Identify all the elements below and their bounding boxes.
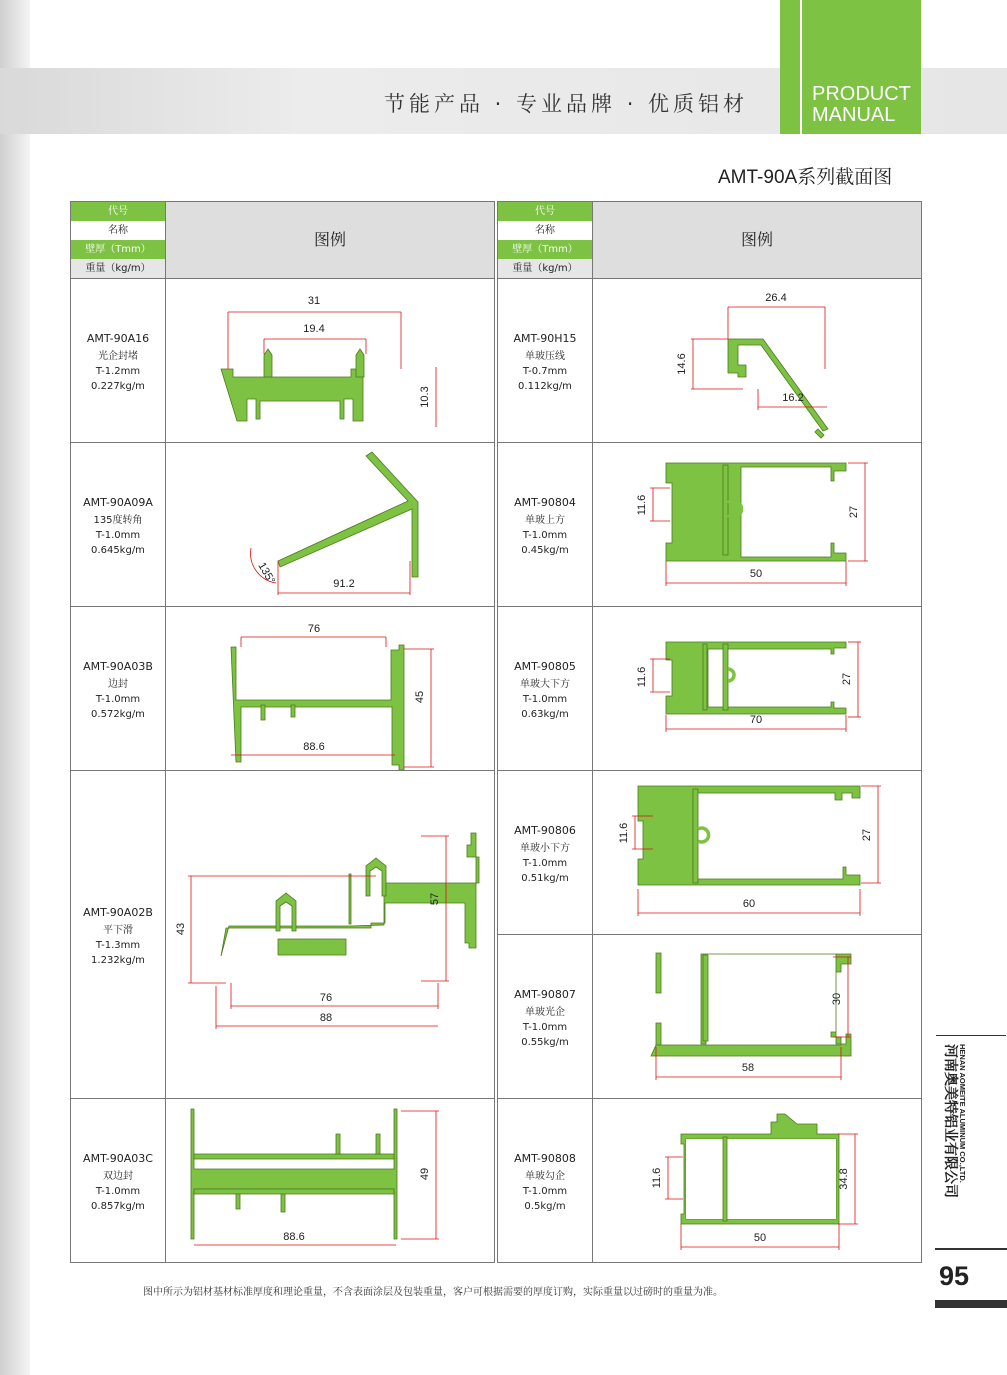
- dimension-label: 50: [749, 568, 763, 580]
- profile-thickness: T-1.0mm: [95, 694, 141, 705]
- profile-code: AMT-90808: [514, 1152, 576, 1165]
- profile-drawing: [166, 1099, 494, 1263]
- dimension-label: 70: [749, 714, 763, 726]
- dimension-label: 10.3: [419, 386, 431, 408]
- profile-name: 单玻大下方: [520, 679, 570, 690]
- dimension-label: 57: [429, 892, 441, 906]
- dimension-label: 11.6: [618, 822, 630, 844]
- profile-name: 单玻小下方: [520, 843, 570, 854]
- dimension-label: 31: [307, 295, 321, 307]
- dimension-label: 58: [741, 1062, 755, 1074]
- right-table: [497, 201, 922, 1263]
- profile-name: 单玻压线: [525, 351, 565, 362]
- profile-drawing: [166, 443, 494, 607]
- profile-row: [71, 770, 494, 1099]
- dimension-label: 76: [307, 623, 321, 635]
- company-name-cn: 河南奥美特铝业有限公司: [942, 1044, 958, 1198]
- profile-code: AMT-90A09A: [83, 496, 153, 509]
- profile-name: 双边封: [103, 1171, 133, 1182]
- profile-shape: [723, 1137, 727, 1221]
- profile-weight: 0.227kg/m: [91, 381, 145, 392]
- product-manual-badge: [780, 0, 921, 134]
- header-code: 代号: [498, 202, 593, 222]
- dimension-label: 88: [319, 1012, 333, 1024]
- profile-label: [498, 1099, 593, 1263]
- profile-shape: [723, 465, 728, 555]
- header-weight: 重量（kg/m）: [71, 259, 166, 278]
- profile-shape: [276, 893, 296, 931]
- profile-shape: [728, 669, 734, 681]
- profile-weight: 0.51kg/m: [521, 873, 569, 884]
- profile-drawing: [593, 279, 921, 443]
- profile-shape: [651, 954, 851, 1056]
- manual-line1: PRODUCT: [812, 83, 911, 105]
- profile-thickness: T-1.0mm: [522, 694, 568, 705]
- profile-label: [71, 443, 166, 607]
- profile-thickness: T-1.0mm: [522, 530, 568, 541]
- manual-line2: MANUAL: [812, 104, 896, 126]
- profile-shape: [291, 705, 295, 717]
- profile-weight: 0.112kg/m: [518, 381, 572, 392]
- profile-row: [498, 934, 921, 1099]
- header-figure: 图例: [166, 202, 494, 278]
- profile-thickness: T-1.0mm: [522, 1022, 568, 1033]
- profile-row: [498, 1098, 921, 1263]
- profile-shape: [728, 339, 828, 431]
- profile-cavity: [686, 1139, 836, 1219]
- profile-shape: [666, 463, 846, 561]
- profile-shape: [693, 789, 698, 883]
- profile-label: [71, 607, 166, 771]
- profile-shape: [349, 874, 351, 924]
- profile-code: AMT-90804: [514, 496, 576, 509]
- profile-name: 单玻勾企: [525, 1171, 565, 1182]
- profile-shape: [703, 644, 707, 710]
- profile-drawing: [166, 607, 494, 771]
- dimension-label: 11.6: [636, 666, 648, 688]
- profile-shape: [356, 349, 364, 377]
- profile-drawing: [593, 1099, 921, 1263]
- dimension-label: 27: [841, 672, 853, 686]
- profile-label: [498, 771, 593, 935]
- profile-weight: 0.63kg/m: [521, 709, 569, 720]
- dimension-label: 27: [848, 505, 860, 519]
- profile-shape: [376, 1134, 380, 1154]
- profile-code: AMT-90806: [514, 824, 576, 837]
- profile-thickness: T-1.0mm: [522, 858, 568, 869]
- sidebar-rule: [936, 1035, 1006, 1036]
- dimension-label: 135°: [255, 560, 278, 587]
- profile-shape: [191, 1109, 397, 1239]
- profile-label: [71, 771, 166, 1099]
- profile-code: AMT-90805: [514, 660, 576, 673]
- profile-label: [498, 443, 593, 607]
- page-number-bar: [935, 1300, 1007, 1308]
- profile-shape: [278, 939, 346, 955]
- profile-code: AMT-90H15: [513, 332, 577, 345]
- header-slogan: 节能产品 · 专业品牌 · 优质铝材: [384, 92, 749, 116]
- profile-shape: [278, 452, 418, 577]
- profile-shape: [656, 953, 661, 993]
- profile-weight: 0.857kg/m: [91, 1201, 145, 1212]
- profile-shape: [638, 786, 860, 885]
- profile-code: AMT-90A03B: [83, 660, 153, 673]
- profile-row: [71, 278, 494, 443]
- company-name-vertical: [932, 1042, 972, 1242]
- profile-code: AMT-90807: [514, 988, 576, 1001]
- dimension-label: 16.2: [782, 392, 804, 404]
- profile-label: [498, 935, 593, 1099]
- profile-name: 单玻光企: [525, 1007, 565, 1018]
- dimension-label: 27: [861, 828, 873, 842]
- dimension-label: 26.4: [765, 292, 787, 304]
- profile-drawing: [593, 771, 921, 935]
- profile-row: [71, 606, 494, 771]
- profile-shape: [264, 349, 272, 377]
- profile-code: AMT-90A03C: [83, 1152, 153, 1165]
- dimension-label: 50: [753, 1232, 767, 1244]
- profile-shape: [366, 858, 386, 896]
- page-number: 95: [935, 1248, 1007, 1302]
- profile-row: [498, 442, 921, 607]
- profile-drawing: [593, 443, 921, 607]
- dimension-label: 45: [414, 690, 426, 704]
- profile-drawing: [593, 607, 921, 771]
- left-table: [70, 201, 495, 1263]
- profile-thickness: T-1.3mm: [95, 940, 141, 951]
- profile-weight: 0.55kg/m: [521, 1037, 569, 1048]
- profile-shape: [656, 1023, 661, 1045]
- profile-row: [71, 1098, 494, 1263]
- profile-name: 平下滑: [103, 925, 133, 936]
- profile-drawing: [593, 935, 921, 1099]
- profile-code: AMT-90A02B: [83, 906, 153, 919]
- header-weight: 重量（kg/m）: [498, 259, 593, 278]
- profile-row: [498, 770, 921, 935]
- dimension-label: 91.2: [333, 578, 355, 590]
- header-code: 代号: [71, 202, 166, 222]
- profile-thickness: T-1.0mm: [522, 1186, 568, 1197]
- profile-weight: 0.5kg/m: [524, 1201, 566, 1212]
- dimension-label: 34.8: [838, 1168, 850, 1190]
- company-name-en: HENAN AOMEITE ALUMINUM CO.,LTD.: [958, 1044, 967, 1183]
- profile-shape: [666, 642, 846, 714]
- dimension-label: 88.6: [283, 1231, 305, 1243]
- dimension-label: 14.6: [676, 353, 688, 375]
- dimension-label: 88.6: [303, 741, 325, 753]
- profile-code: AMT-90A16: [86, 332, 150, 345]
- right-table-header: [498, 202, 921, 278]
- profile-shape: [194, 1189, 394, 1194]
- profile-thickness: T-0.7mm: [522, 366, 568, 377]
- profile-drawing: [166, 279, 494, 443]
- profile-weight: 0.572kg/m: [91, 709, 145, 720]
- dimension-label: 49: [419, 1167, 431, 1181]
- profile-label: [498, 607, 593, 771]
- profile-thickness: T-1.2mm: [95, 366, 141, 377]
- profile-shape: [236, 1194, 240, 1209]
- dimension-label: 76: [319, 992, 333, 1004]
- profile-weight: 0.45kg/m: [521, 545, 569, 556]
- profile-shape: [698, 828, 709, 842]
- profile-drawing: [166, 771, 494, 1099]
- profile-shape: [261, 705, 265, 720]
- profile-shape: [194, 1154, 394, 1159]
- profile-row: [71, 442, 494, 607]
- header-thickness: 壁厚（Tmm）: [71, 240, 166, 260]
- profile-thickness: T-1.0mm: [95, 1186, 141, 1197]
- profile-weight: 1.232kg/m: [91, 955, 145, 966]
- page-edge-shade: [0, 0, 30, 1375]
- profile-name: 单玻上方: [525, 515, 565, 526]
- profile-row: [498, 606, 921, 771]
- header-name: 名称: [498, 221, 593, 241]
- left-table-header: [71, 202, 494, 278]
- profile-label: [498, 279, 593, 443]
- profile-row: [498, 278, 921, 443]
- profile-name: 光企封堵: [98, 351, 138, 362]
- profile-label: [71, 279, 166, 443]
- profile-label: [71, 1099, 166, 1263]
- profile-weight: 0.645kg/m: [91, 545, 145, 556]
- profile-name: 边封: [108, 679, 128, 690]
- profile-name: 135度转角: [93, 515, 143, 526]
- profile-shape: [723, 644, 728, 710]
- profile-shape: [221, 369, 363, 421]
- dimension-label: 11.6: [651, 1167, 663, 1189]
- header-name: 名称: [71, 221, 166, 241]
- profile-shape: [336, 1134, 340, 1154]
- dimension-label: 11.6: [636, 494, 648, 516]
- dimension-label: 19.4: [303, 323, 325, 335]
- dimension-label: 43: [175, 922, 187, 936]
- profile-shape: [703, 955, 708, 1041]
- series-title: AMT-90A系列截面图: [718, 167, 893, 188]
- dimension-label: 60: [742, 898, 756, 910]
- dimension-label: 30: [831, 992, 843, 1006]
- header-figure: 图例: [593, 202, 921, 278]
- footer-note: 图中所示为铝材基材标准厚度和理论重量，不含表面涂层及包装重量，客户可根据需要的厚度订购，实际重量以过磅时的重量为准。: [143, 1287, 723, 1298]
- header-thickness: 壁厚（Tmm）: [498, 240, 593, 260]
- profile-shape: [281, 1194, 285, 1212]
- profile-thickness: T-1.0mm: [95, 530, 141, 541]
